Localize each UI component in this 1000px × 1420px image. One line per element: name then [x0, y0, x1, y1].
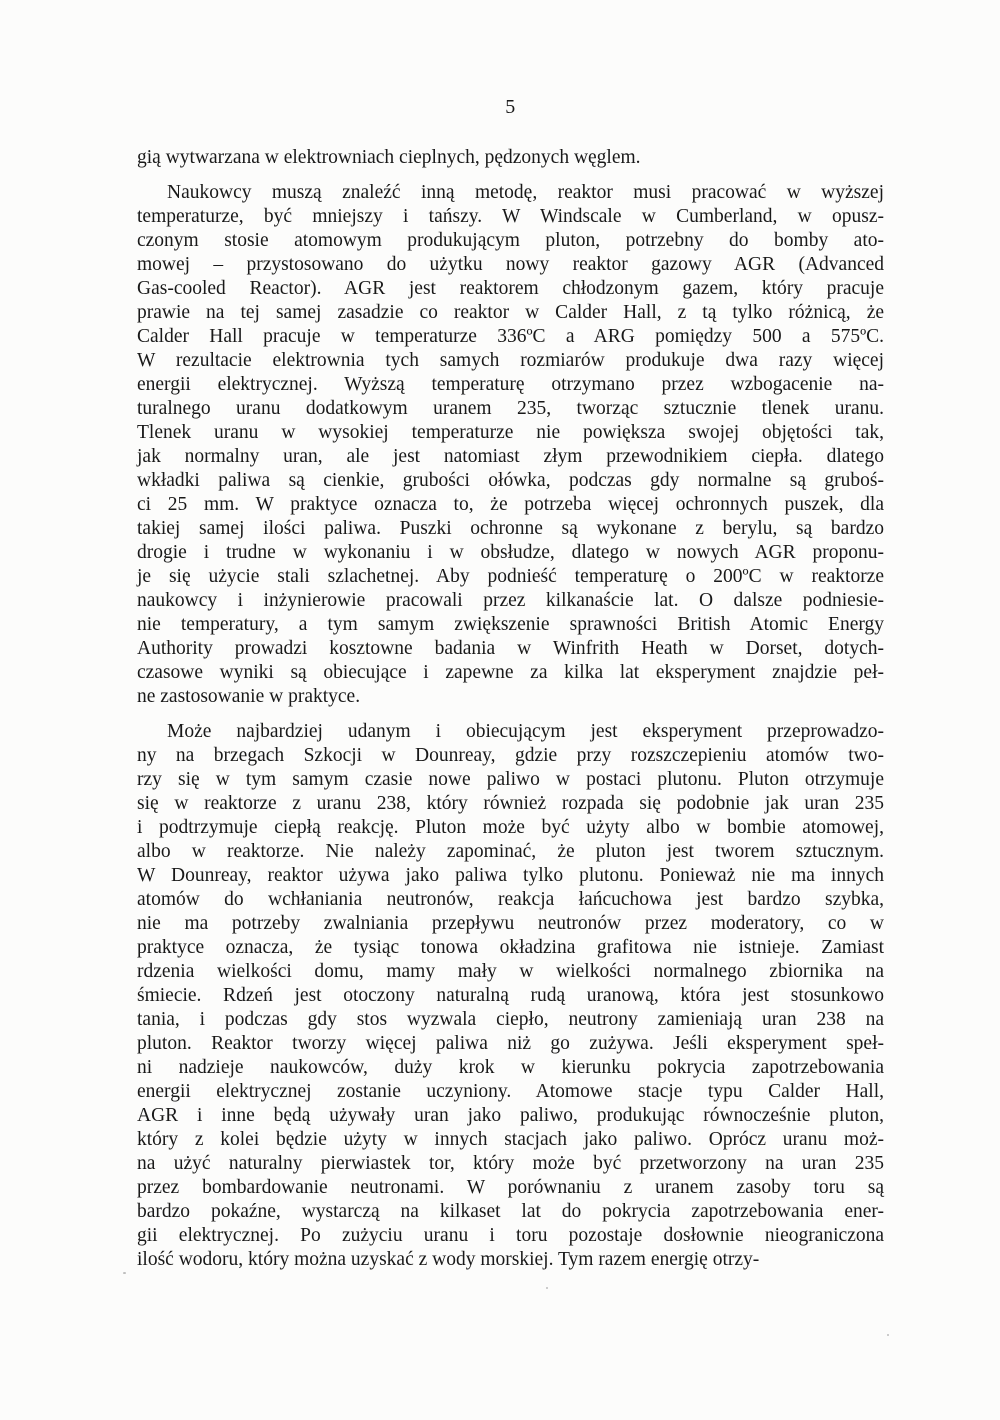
text-line: AGR i inne będą używały uran jako paliwo, produkując równocześnie pluton,: [137, 1105, 884, 1126]
text-line: wkładki paliwa są cienkie, grubości ołówka, podczas gdy normalne są gruboś-: [137, 470, 884, 491]
text-line: temperaturze, być mniejszy i tańszy. W Windscale w Cumberland, w opusz-: [137, 206, 884, 227]
text-line: i podtrzymuje ciepłą reakcję. Pluton może być użyty albo w bombie atomowej,: [137, 817, 884, 838]
text-line: się w reaktorze z uranu 238, który również rozpada się podobnie jak uran 235: [137, 793, 884, 814]
text-line: bardzo pokaźne, wystarczą na kilkaset lat do pokrycia zapotrzebowania ener-: [137, 1201, 884, 1222]
text-line: energii elektrycznej zostanie uczyniony. Atomowe stacje typu Calder Hall,: [137, 1081, 884, 1102]
text-line: śmiecie. Rdzeń jest otoczony naturalną rudą uranową, która jest stosunkowo: [137, 985, 884, 1006]
text-line: Tlenek uranu w wysokiej temperaturze nie powiększa swojej objętości tak,: [137, 422, 884, 443]
text-line: który z kolei będzie użyty w innych stacjach jako paliwo. Oprócz uranu moż-: [137, 1129, 884, 1150]
text-line: na użyć naturalny pierwiastek tor, który może być przetworzony na uran 235: [137, 1153, 884, 1174]
text-line: mowej – przystosowano do użytku nowy reaktor gazowy AGR (Advanced: [137, 254, 884, 275]
text-line: Naukowcy muszą znaleźć inną metodę, reaktor musi pracować w wyższej: [167, 182, 884, 203]
scan-speck: [887, 1334, 889, 1336]
text-line: Authority prowadzi kosztowne badania w Winfrith Heath w Dorset, dotych-: [137, 638, 884, 659]
text-line: tania, i podczas gdy stos wyzwala ciepło, neutrony zamieniają uran 238 na: [137, 1009, 884, 1030]
paragraph-continuation: [137, 146, 884, 170]
text-line: gią wytwarzana w elektrowniach cieplnych, pędzonych węglem.: [137, 147, 641, 168]
text-block: [137, 146, 884, 1272]
text-line: naukowcy i inżynierowie pracowali przez kilkanaście lat. O dalsze podniesie-: [137, 590, 884, 611]
text-line: pluton. Reaktor tworzy więcej paliwa niż go zużywa. Jeśli eksperyment speł-: [137, 1033, 884, 1054]
scan-speck: [123, 1272, 126, 1274]
text-line: Calder Hall pracuje w temperaturze 336ºC a ARG pomiędzy 500 a 575ºC.: [137, 326, 884, 347]
text-line: W Dounreay, reaktor używa jako paliwa tylko plutonu. Ponieważ nie ma innych: [137, 865, 884, 886]
text-line: gii elektrycznej. Po zużyciu uranu i toru pozostaje dosłownie nieograniczona: [137, 1225, 884, 1246]
text-line: energii elektrycznej. Wyższą temperaturę otrzymano przez wzbogacenie na-: [137, 374, 884, 395]
text-line: W rezultacie elektrownia tych samych rozmiarów produkuje dwa razy więcej: [137, 350, 884, 371]
paragraph-1: [137, 181, 884, 709]
paragraph-2: [137, 720, 884, 1272]
text-line: nie ma potrzeby zwalniania przepływu neutronów przez moderatory, co w: [137, 913, 884, 934]
text-line: ilość wodoru, który można uzyskać z wody morskiej. Tym razem energię otrzy-: [137, 1249, 760, 1270]
text-line: jak normalny uran, ale jest natomiast złym przewodnikiem ciepła. dlatego: [137, 446, 884, 467]
text-line: drogie i trudne w wykonaniu i w obsłudze, dlatego w nowych AGR proponu-: [137, 542, 884, 563]
text-line: praktyce oznacza, że tysiąc tonowa okładzina grafitowa nie istnieje. Zamiast: [137, 937, 884, 958]
text-line: ni nadzieje naukowców, duży krok w kierunku pokrycia zapotrzebowania: [137, 1057, 884, 1078]
text-line: ci 25 mm. W praktyce oznacza to, że potrzeba więcej ochronnych puszek, dla: [137, 494, 884, 515]
text-line: Może najbardziej udanym i obiecującym jest eksperyment przeprowadzo-: [167, 721, 884, 742]
page-number: 5: [505, 96, 516, 118]
text-line: rzy się w tym samym czasie nowe paliwo w postaci plutonu. Pluton otrzymuje: [137, 769, 884, 790]
text-line: przez bombardowanie neutronami. W porównaniu z uranem zasoby toru są: [137, 1177, 884, 1198]
text-line: rdzenia wielkości domu, mamy mały w wielkości normalnego zbiornika na: [137, 961, 884, 982]
text-line: prawie na tej samej zasadzie co reaktor w Calder Hall, z tą tylko różnicą, że: [137, 302, 884, 323]
text-line: Gas-cooled Reactor). AGR jest reaktorem chłodzonym gazem, który pracuje: [137, 278, 884, 299]
text-line: atomów do wchłaniania neutronów, reakcja łańcuchowa jest bardzo szybka,: [137, 889, 884, 910]
text-line: je się użycie stali szlachetnej. Aby podnieść temperaturę o 200ºC w reaktorze: [137, 566, 884, 587]
scan-speck: [546, 1287, 548, 1289]
text-line: czasowe wyniki są obiecujące i zapewne za kilka lat eksperyment znajdzie peł-: [137, 662, 884, 683]
text-line: turalnego uranu dodatkowym uranem 235, tworząc sztucznie tlenek uranu.: [137, 398, 884, 419]
text-line: ne zastosowanie w praktyce.: [137, 686, 361, 707]
text-line: nie temperatury, a tym samym zwiększenie sprawności British Atomic Energy: [137, 614, 884, 635]
text-line: ny na brzegach Szkocji w Dounreay, gdzie przy rozszczepieniu atomów two-: [137, 745, 884, 766]
text-line: czonym stosie atomowym produkującym pluton, potrzebny do bomby ato-: [137, 230, 884, 251]
text-line: albo w reaktorze. Nie należy zapominać, że pluton jest tworem sztucznym.: [137, 841, 884, 862]
text-line: takiej samej ilości paliwa. Puszki ochronne są wykonane z berylu, są bardzo: [137, 518, 884, 539]
